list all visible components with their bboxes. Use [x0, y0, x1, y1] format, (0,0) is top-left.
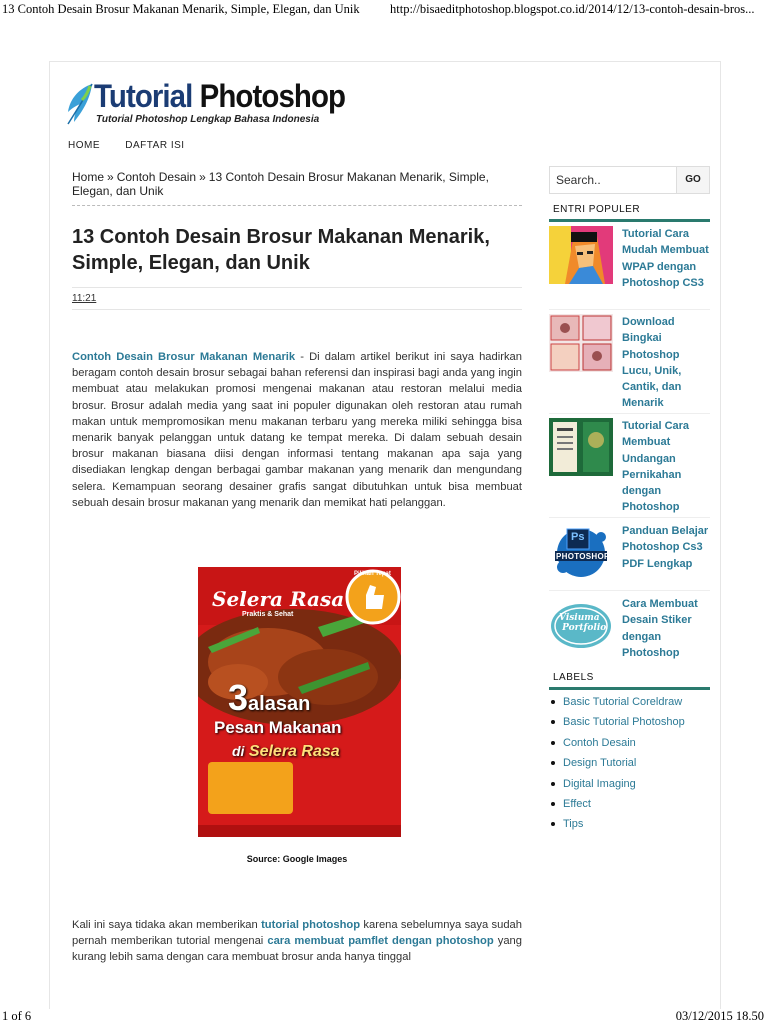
wpap-portrait-thumbnail [549, 226, 613, 284]
breadcrumb [72, 170, 522, 198]
divider [549, 590, 710, 591]
label-item[interactable]: Design Tutorial [549, 753, 710, 773]
logo-word-2: Photoshop [199, 78, 346, 114]
print-header-url: http://bisaeditphotoshop.blogspot.co.id/2014/12/13-contoh-desain-bros... [390, 2, 755, 16]
popular-post[interactable] [549, 314, 710, 410]
post-title: 13 Contoh Desain Brosur Makanan Menarik, Simple, Elegan, dan Unik [72, 226, 490, 274]
post-paragraph-2 [72, 917, 522, 966]
breadcrumb-category[interactable]: Contoh Desain [116, 170, 197, 184]
logo-tagline: Tutorial Photoshop Lengkap Bahasa Indonesia [96, 114, 320, 125]
brochure-headline-num: 3 [228, 677, 249, 718]
label-item[interactable]: Contoh Desain [549, 733, 710, 753]
breadcrumb-separator: » [199, 170, 206, 184]
label-item[interactable]: Tips [549, 814, 710, 834]
ps-logo-text: Ps [571, 531, 585, 543]
divider [72, 287, 522, 288]
sticker-logo-text: Visiuma Portfolio [559, 613, 607, 633]
brochure-headline-2: Pesan Makanan [214, 718, 342, 737]
photoshop-logo-word: PHOTOSHOP [556, 552, 610, 561]
breadcrumb-separator: » [107, 170, 114, 184]
main-nav [68, 140, 207, 151]
feather-icon [62, 82, 96, 126]
brochure-headline [214, 677, 398, 763]
sticker-thumbnail [549, 596, 613, 654]
popular-post-title[interactable]: Tutorial Cara Mudah Membuat WPAP dengan Photoshop CS3 [622, 228, 709, 289]
popular-post-title[interactable]: Cara Membuat Desain Stiker dengan Photoshop [622, 598, 698, 659]
brochure-headline-4: Selera Rasa [248, 743, 340, 760]
popular-post-title[interactable]: Tutorial Cara Membuat Undangan Pernikahan dengan Photoshop [622, 420, 690, 514]
nav-home[interactable]: HOME [68, 140, 100, 151]
divider [72, 309, 522, 310]
popular-post[interactable] [549, 523, 710, 587]
brochure-headline-3: di [232, 743, 245, 759]
brochure-brand-sub: Praktis & Sehat [242, 611, 294, 618]
breadcrumb-home[interactable]: Home [72, 170, 105, 184]
print-page-number: 1 of 6 [2, 1009, 32, 1023]
brochure-headline-1: alasan [248, 693, 311, 715]
divider [549, 309, 710, 310]
p2-text-a: Kali ini saya tidaka akan memberikan [72, 919, 262, 931]
wedding-invitation-thumbnail [549, 418, 613, 476]
popular-post[interactable] [549, 226, 710, 306]
brochure-badge: Pilihan Tepat [354, 571, 391, 577]
breadcrumb-current: 13 Contoh Desain Brosur Makanan Menarik, Simple, Elegan, dan Unik [72, 170, 489, 198]
divider [72, 205, 522, 206]
post-time[interactable]: 11:21 [72, 293, 97, 304]
divider [549, 517, 710, 518]
popular-posts-title: ENTRI POPULER [549, 204, 710, 222]
intro-text: - Di dalam artikel berikut ini saya hadirkan beragam contoh desain brosur sebagai bahan referensi dan inspirasi bagi anda yang ingin membuat atau melakukan promosi mengenai makanan atau restoran melalui media brosur. Brosur adalah media yang saat ini populer digunakan oleh restoran atau rumah makan untuk mempromosikan menu makanan terbaru yang mereka miliki sehingga bisa menarik banyak pelanggan untuk datang ke tempat mereka. Di dalam sebuah desain brosur makanan biasana diisi dengan informasi tentang makanan apa saja yang disediakan lengkap dengan berbagai gambar makanan yang menarik dan mengundang selera. Kemampuan seorang desainer grafis sangat dibutuhkan untuk bisa membuat sebuah desain brosur makanan yang menarik dan memikat hati pelanggan. [72, 351, 523, 509]
popular-post-title-text: Download Bingkai Photoshop Lucu, Unik, Cantik, dan Menarik [622, 316, 682, 410]
popular-post[interactable] [549, 418, 710, 514]
label-item[interactable]: Digital Imaging [549, 774, 710, 794]
print-footer [0, 1008, 768, 1024]
popular-post-title[interactable]: Panduan Belajar Photoshop Cs3 PDF Lengkap [622, 525, 709, 570]
search-box [549, 166, 710, 194]
intro-link[interactable]: Contoh Desain Brosur Makanan Menarik [72, 351, 296, 363]
brochure-brand: Selera Rasa [212, 587, 345, 611]
label-item[interactable]: Basic Tutorial Photoshop [549, 712, 710, 732]
popular-post-title[interactable] [549, 314, 710, 412]
pamflet-link[interactable]: cara membuat pamflet dengan photoshop [267, 935, 494, 948]
image-caption: Source: Google Images [246, 854, 348, 864]
nav-daftar-isi[interactable]: DAFTAR ISI [125, 140, 185, 151]
label-item[interactable]: Effect [549, 794, 710, 814]
site-logo[interactable] [62, 78, 362, 130]
labels-title: LABELS [549, 672, 710, 690]
popular-post[interactable] [549, 596, 710, 662]
label-item[interactable]: Basic Tutorial Coreldraw [549, 692, 710, 712]
photoshop-logo-thumbnail [549, 523, 613, 581]
tutorial-photoshop-link[interactable]: tutorial photoshop [261, 919, 361, 931]
brochure-image [198, 567, 401, 837]
search-input[interactable] [550, 167, 678, 193]
p2-text-b: karena sebelumnya saya sudah pernah memberikan tutorial mengenai [72, 919, 522, 948]
blog-page [49, 61, 721, 1009]
print-header [0, 0, 768, 20]
print-header-title: 13 Contoh Desain Brosur Makanan Menarik, Simple, Elegan, dan Unik [2, 2, 360, 16]
print-datetime: 03/12/2015 18.50 [675, 1009, 764, 1023]
p2-text-c: yang kurang lebih sama dengan cara membuat brosur anda hanya tinggal [72, 935, 522, 964]
logo-word-1: Tutorial [94, 78, 193, 114]
logo-title [94, 78, 345, 115]
labels-list [549, 692, 710, 835]
divider [549, 413, 710, 414]
search-go-button[interactable]: GO [676, 167, 709, 193]
post-intro [72, 349, 522, 511]
